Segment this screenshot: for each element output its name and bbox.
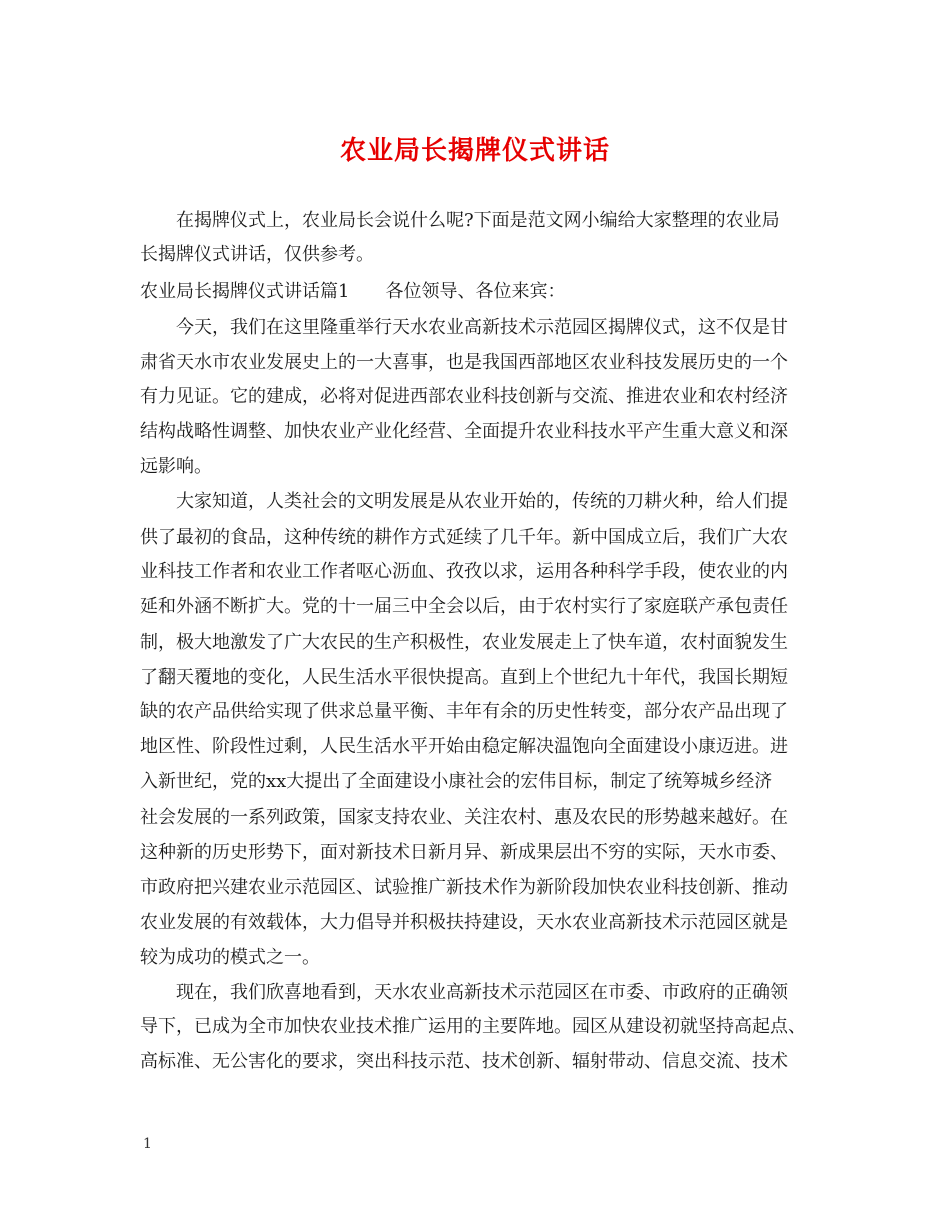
text-line: 远影响。 [140,456,212,477]
page-number: 1 [143,1136,152,1152]
text-line: 农业局长揭牌仪式讲话篇1 各位领导、各位来宾： [140,281,566,302]
text-line: 今天，我们在这里隆重举行天水农业高新技术示范园区揭牌仪式，这不仅是甘 [176,317,788,338]
text-line: 延和外涵不断扩大。党的十一届三中全会以后，由于农村实行了家庭联产承包责任 [140,596,788,617]
text-line: 长揭牌仪式讲话，仅供参考。 [140,244,374,265]
text-line: 农业发展的有效载体，大力倡导并积极扶持建设，天水农业高新技术示范园区就是 [140,912,788,933]
text-line: 大家知道，人类社会的文明发展是从农业开始的，传统的刀耕火种，给人们提 [176,491,788,512]
text-line: 了翻天覆地的变化，人民生活水平很快提高。直到上个世纪九十年代，我国长期短 [140,667,788,688]
text-line: 高标准、无公害化的要求，突出科技示范、技术创新、辐射带动、信息交流、技术 [140,1051,788,1072]
text-line: 结构战略性调整、加快农业产业化经营、全面提升农业科技水平产生重大意义和深 [140,421,788,442]
text-line: 社会发展的一系列政策，国家支持农业、关注农村、惠及农民的形势越来越好。在 [140,807,788,828]
text-line: 缺的农产品供给实现了供求总量平衡、丰年有余的历史性转变，部分农产品出现了 [140,701,788,722]
text-line: 现在，我们欣喜地看到，天水农业高新技术示范园区在市委、市政府的正确领 [176,982,788,1003]
text-line: 业科技工作者和农业工作者呕心沥血、孜孜以求，运用各种科学手段，使农业的内 [140,561,788,582]
text-line: 肃省天水市农业发展史上的一大喜事，也是我国西部地区农业科技发展历史的一个 [140,352,788,373]
text-line: 导下，已成为全市加快农业技术推广运用的主要阵地。园区从建设初就坚持高起点、 [140,1016,806,1037]
text-line: 市政府把兴建农业示范园区、试验推广新技术作为新阶段加快农业科技创新、推动 [140,877,788,898]
text-line: 入新世纪，党的xx大提出了全面建设小康社会的宏伟目标，制定了统筹城乡经济 [140,771,773,792]
document-title: 农业局长揭牌仪式讲话 [339,136,610,166]
text-line: 较为成功的模式之一。 [140,947,320,968]
text-line: 有力见证。它的建成，必将对促进西部农业科技创新与交流、推进农业和农村经济 [140,386,788,407]
text-line: 制，极大地激发了广大农民的生产积极性，农业发展走上了快车道，农村面貌发生 [140,632,788,653]
text-line: 地区性、阶段性过剩，人民生活水平开始由稳定解决温饱向全面建设小康迈进。进 [140,736,788,757]
text-line: 在揭牌仪式上，农业局长会说什么呢?下面是范文网小编给大家整理的农业局 [176,210,780,231]
text-line: 供了最初的食品，这种传统的耕作方式延续了几千年。新中国成立后，我们广大农 [140,527,788,548]
text-line: 这种新的历史形势下，面对新技术日新月异、新成果层出不穷的实际，天水市委、 [140,842,788,863]
